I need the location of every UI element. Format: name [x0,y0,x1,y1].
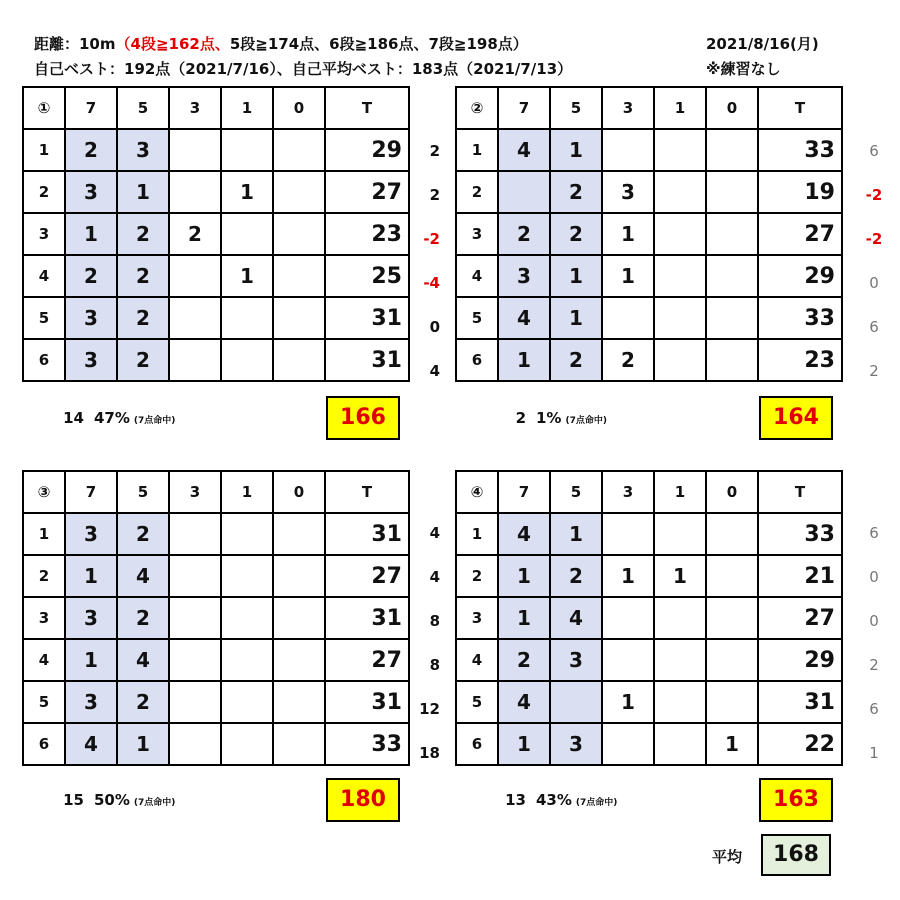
score-cell [602,723,654,765]
score-cell [706,213,758,255]
grade-thresholds-other: 5段≧174点、6段≧186点、7段≧198点） [229,35,528,53]
score-cell: 2 [550,339,602,381]
diff-value: 4 [429,362,440,380]
score-cell: 2 [602,339,654,381]
round-3-hits: 15 [63,791,84,809]
end-number: 2 [456,555,498,597]
round-4-hits: 13 [505,791,526,809]
score-cell: 3 [117,129,169,171]
score-cell: 2 [498,639,550,681]
score-cell [221,639,273,681]
score-cell: 3 [65,297,117,339]
score-cell [221,513,273,555]
score-cell [273,513,325,555]
column-header: 0 [706,87,758,129]
round-label: ③ [23,471,65,513]
end-total: 27 [325,555,409,597]
end-total: 29 [325,129,409,171]
round-2-pct: 1% [536,409,562,427]
score-cell: 1 [602,255,654,297]
score-cell: 1 [602,213,654,255]
score-cell: 1 [550,255,602,297]
average-label: 平均 [712,848,743,866]
column-header: 3 [602,87,654,129]
end-number: 1 [456,129,498,171]
score-cell [273,339,325,381]
table-row [456,723,842,765]
column-header: 5 [550,471,602,513]
header-row [456,471,842,513]
table-row [23,681,409,723]
score-cell: 2 [117,255,169,297]
score-cell [602,297,654,339]
score-cell: 1 [602,555,654,597]
score-cell [654,171,706,213]
end-total: 27 [758,213,842,255]
score-cell [550,681,602,723]
score-cell [169,255,221,297]
column-header: 1 [654,471,706,513]
score-cell [654,681,706,723]
score-cell: 2 [117,681,169,723]
practice-note: ※練習なし [706,60,781,78]
end-number: 2 [456,171,498,213]
score-cell [602,513,654,555]
round-1-pct-note: (7点命中) [133,416,176,426]
table-row [456,129,842,171]
end-number: 5 [23,681,65,723]
table-row [23,339,409,381]
score-cell: 2 [65,255,117,297]
round-label: ④ [456,471,498,513]
score-cell: 2 [169,213,221,255]
column-header: 7 [65,87,117,129]
round-1-hits: 14 [63,409,84,427]
score-cell [654,297,706,339]
score-cell: 2 [550,171,602,213]
table-row [456,255,842,297]
score-cell: 3 [602,171,654,213]
score-cell [169,681,221,723]
end-number: 4 [456,255,498,297]
header-line-1 [34,33,528,54]
table-row [456,339,842,381]
score-cell [706,513,758,555]
score-cell [273,639,325,681]
grade-threshold-4dan: （4段≧162点、 [115,35,230,53]
table-row [23,129,409,171]
diff-value: 6 [869,524,879,542]
score-cell [169,339,221,381]
diff-value: 6 [869,142,879,160]
header-row [23,471,409,513]
score-cell [654,639,706,681]
diff-value: 8 [429,612,440,630]
column-header: 3 [169,471,221,513]
score-cell: 2 [498,213,550,255]
header-row [456,87,842,129]
score-cell [706,297,758,339]
score-cell: 4 [498,513,550,555]
score-cell: 1 [550,129,602,171]
end-total: 33 [758,129,842,171]
score-cell [273,723,325,765]
score-cell [706,639,758,681]
score-cell [706,171,758,213]
end-number: 3 [23,597,65,639]
table-row [23,555,409,597]
end-number: 6 [456,339,498,381]
end-number: 3 [23,213,65,255]
score-cell: 1 [654,555,706,597]
diff-value: 4 [429,524,440,542]
table-row [23,723,409,765]
round-2-table [455,86,843,382]
end-number: 2 [23,555,65,597]
score-cell: 1 [65,213,117,255]
round-1-pct: 47% [94,409,130,427]
score-cell: 1 [498,339,550,381]
score-cell [602,597,654,639]
end-total: 21 [758,555,842,597]
end-number: 4 [23,639,65,681]
end-total: 29 [758,639,842,681]
table-row [456,171,842,213]
column-header: 1 [654,87,706,129]
diff-value: 6 [869,318,879,336]
personal-best: 自己ベスト：192点（2021/7/16）、自己平均ベスト：183点（2021/7/13） [34,60,573,78]
diff-value: 18 [419,744,440,762]
score-cell [169,597,221,639]
end-total: 31 [325,339,409,381]
score-cell [169,171,221,213]
score-cell [273,255,325,297]
end-number: 6 [456,723,498,765]
diff-value: 2 [429,142,440,160]
table-row [23,171,409,213]
table-row [23,213,409,255]
end-total: 33 [325,723,409,765]
round-2-stats [500,409,607,427]
end-total: 31 [758,681,842,723]
score-cell [498,171,550,213]
end-total: 31 [325,513,409,555]
round-3-pct: 50% [94,791,130,809]
score-cell [273,597,325,639]
score-cell: 3 [65,339,117,381]
round-4-table [455,470,843,766]
end-number: 1 [23,513,65,555]
score-cell: 3 [550,723,602,765]
score-cell [273,213,325,255]
end-total: 29 [758,255,842,297]
score-cell: 1 [117,723,169,765]
round-2-total: 164 [759,396,833,440]
end-total: 22 [758,723,842,765]
end-number: 6 [23,723,65,765]
round-label: ② [456,87,498,129]
score-cell [221,597,273,639]
score-cell [221,681,273,723]
end-total: 27 [325,639,409,681]
diff-value: -2 [865,186,883,204]
score-cell: 3 [498,255,550,297]
column-header: 1 [221,87,273,129]
diff-value: 2 [429,186,440,204]
score-cell: 3 [65,681,117,723]
end-number: 5 [23,297,65,339]
diff-value: 0 [869,612,879,630]
diff-value: 6 [869,700,879,718]
score-cell [654,723,706,765]
score-cell: 1 [117,171,169,213]
end-total: 23 [325,213,409,255]
score-cell [169,555,221,597]
score-cell [221,297,273,339]
score-cell [221,129,273,171]
diff-value: -4 [423,274,440,292]
score-cell [169,513,221,555]
round-1-table [22,86,410,382]
score-cell: 3 [65,171,117,213]
score-cell [706,129,758,171]
score-cell [169,297,221,339]
score-cell [169,639,221,681]
end-total: 31 [325,297,409,339]
score-cell: 1 [550,513,602,555]
score-cell [706,255,758,297]
table-row [23,297,409,339]
score-cell [654,255,706,297]
table-row [456,513,842,555]
column-header: 1 [221,471,273,513]
end-number: 3 [456,213,498,255]
score-cell [273,681,325,723]
table-row [23,255,409,297]
score-cell [602,639,654,681]
diff-value: -2 [865,230,883,248]
end-number: 3 [456,597,498,639]
diff-value: 4 [429,568,440,586]
table-row [456,297,842,339]
score-cell [654,339,706,381]
score-cell: 1 [706,723,758,765]
end-number: 1 [456,513,498,555]
score-cell: 1 [65,639,117,681]
score-cell [221,339,273,381]
round-label: ① [23,87,65,129]
score-cell [654,513,706,555]
table-row [456,213,842,255]
score-cell: 2 [117,339,169,381]
table-row [456,555,842,597]
end-number: 5 [456,297,498,339]
score-cell: 3 [65,513,117,555]
round-4-total: 163 [759,778,833,822]
end-total: 19 [758,171,842,213]
end-total: 33 [758,513,842,555]
round-1-total: 166 [326,396,400,440]
column-header: 5 [117,471,169,513]
round-1-stats [58,409,175,427]
score-cell [221,723,273,765]
end-total: 27 [758,597,842,639]
round-3-total: 180 [326,778,400,822]
score-cell: 2 [117,213,169,255]
score-cell [273,129,325,171]
round-2-hits: 2 [515,409,526,427]
column-header: 0 [706,471,758,513]
round-3-stats [58,791,175,809]
end-total: 25 [325,255,409,297]
end-number: 2 [23,171,65,213]
round-3-pct-note: (7点命中) [133,798,176,808]
score-cell: 1 [221,171,273,213]
round-4-pct: 43% [536,791,572,809]
end-total: 31 [325,681,409,723]
end-number: 5 [456,681,498,723]
diff-value: -2 [423,230,440,248]
column-header: 0 [273,471,325,513]
score-cell: 1 [550,297,602,339]
score-cell [273,171,325,213]
table-row [23,513,409,555]
score-cell [273,555,325,597]
score-cell: 2 [117,513,169,555]
round-4-stats [500,791,617,809]
score-cell: 1 [498,555,550,597]
column-header: 7 [498,87,550,129]
score-cell [706,339,758,381]
score-cell [706,597,758,639]
score-cell [706,681,758,723]
table-row [23,597,409,639]
diff-value: 2 [869,362,879,380]
table-row [456,681,842,723]
score-cell: 2 [550,555,602,597]
score-cell: 3 [550,639,602,681]
score-cell: 4 [550,597,602,639]
score-cell: 2 [117,297,169,339]
score-cell: 1 [498,597,550,639]
score-cell: 4 [498,297,550,339]
diff-value: 1 [869,744,879,762]
score-cell [169,129,221,171]
score-cell: 1 [498,723,550,765]
column-header: T [325,471,409,513]
round-2-pct-note: (7点命中) [565,416,607,426]
column-header: T [758,471,842,513]
score-cell: 2 [117,597,169,639]
round-4-pct-note: (7点命中) [575,798,618,808]
distance-label: 距離：10m [34,35,116,53]
header-row [23,87,409,129]
score-cell [273,297,325,339]
column-header: 3 [602,471,654,513]
end-total: 31 [325,597,409,639]
score-cell [169,723,221,765]
column-header: T [758,87,842,129]
average-value: 168 [761,834,831,876]
score-cell: 4 [498,129,550,171]
score-cell [221,213,273,255]
score-cell: 1 [65,555,117,597]
column-header: 7 [498,471,550,513]
column-header: 5 [117,87,169,129]
date: 2021/8/16(月) [706,35,819,53]
score-cell: 4 [117,639,169,681]
diff-value: 12 [419,700,440,718]
score-cell: 3 [65,597,117,639]
column-header: 3 [169,87,221,129]
score-cell [706,555,758,597]
table-row [456,597,842,639]
end-total: 33 [758,297,842,339]
score-cell: 4 [117,555,169,597]
end-number: 6 [23,339,65,381]
round-3-table [22,470,410,766]
score-cell [654,129,706,171]
score-cell: 1 [221,255,273,297]
diff-value: 0 [869,568,879,586]
end-number: 4 [456,639,498,681]
score-cell: 2 [550,213,602,255]
end-number: 1 [23,129,65,171]
score-cell: 4 [498,681,550,723]
table-row [23,639,409,681]
score-cell [654,597,706,639]
column-header: 7 [65,471,117,513]
score-cell [654,213,706,255]
column-header: 0 [273,87,325,129]
table-row [456,639,842,681]
column-header: T [325,87,409,129]
score-cell [602,129,654,171]
score-cell: 2 [65,129,117,171]
end-total: 27 [325,171,409,213]
diff-value: 8 [429,656,440,674]
end-total: 23 [758,339,842,381]
diff-value: 0 [869,274,879,292]
end-number: 4 [23,255,65,297]
score-cell: 4 [65,723,117,765]
diff-value: 0 [429,318,440,336]
score-cell: 1 [602,681,654,723]
column-header: 5 [550,87,602,129]
score-cell [221,555,273,597]
diff-value: 2 [869,656,879,674]
